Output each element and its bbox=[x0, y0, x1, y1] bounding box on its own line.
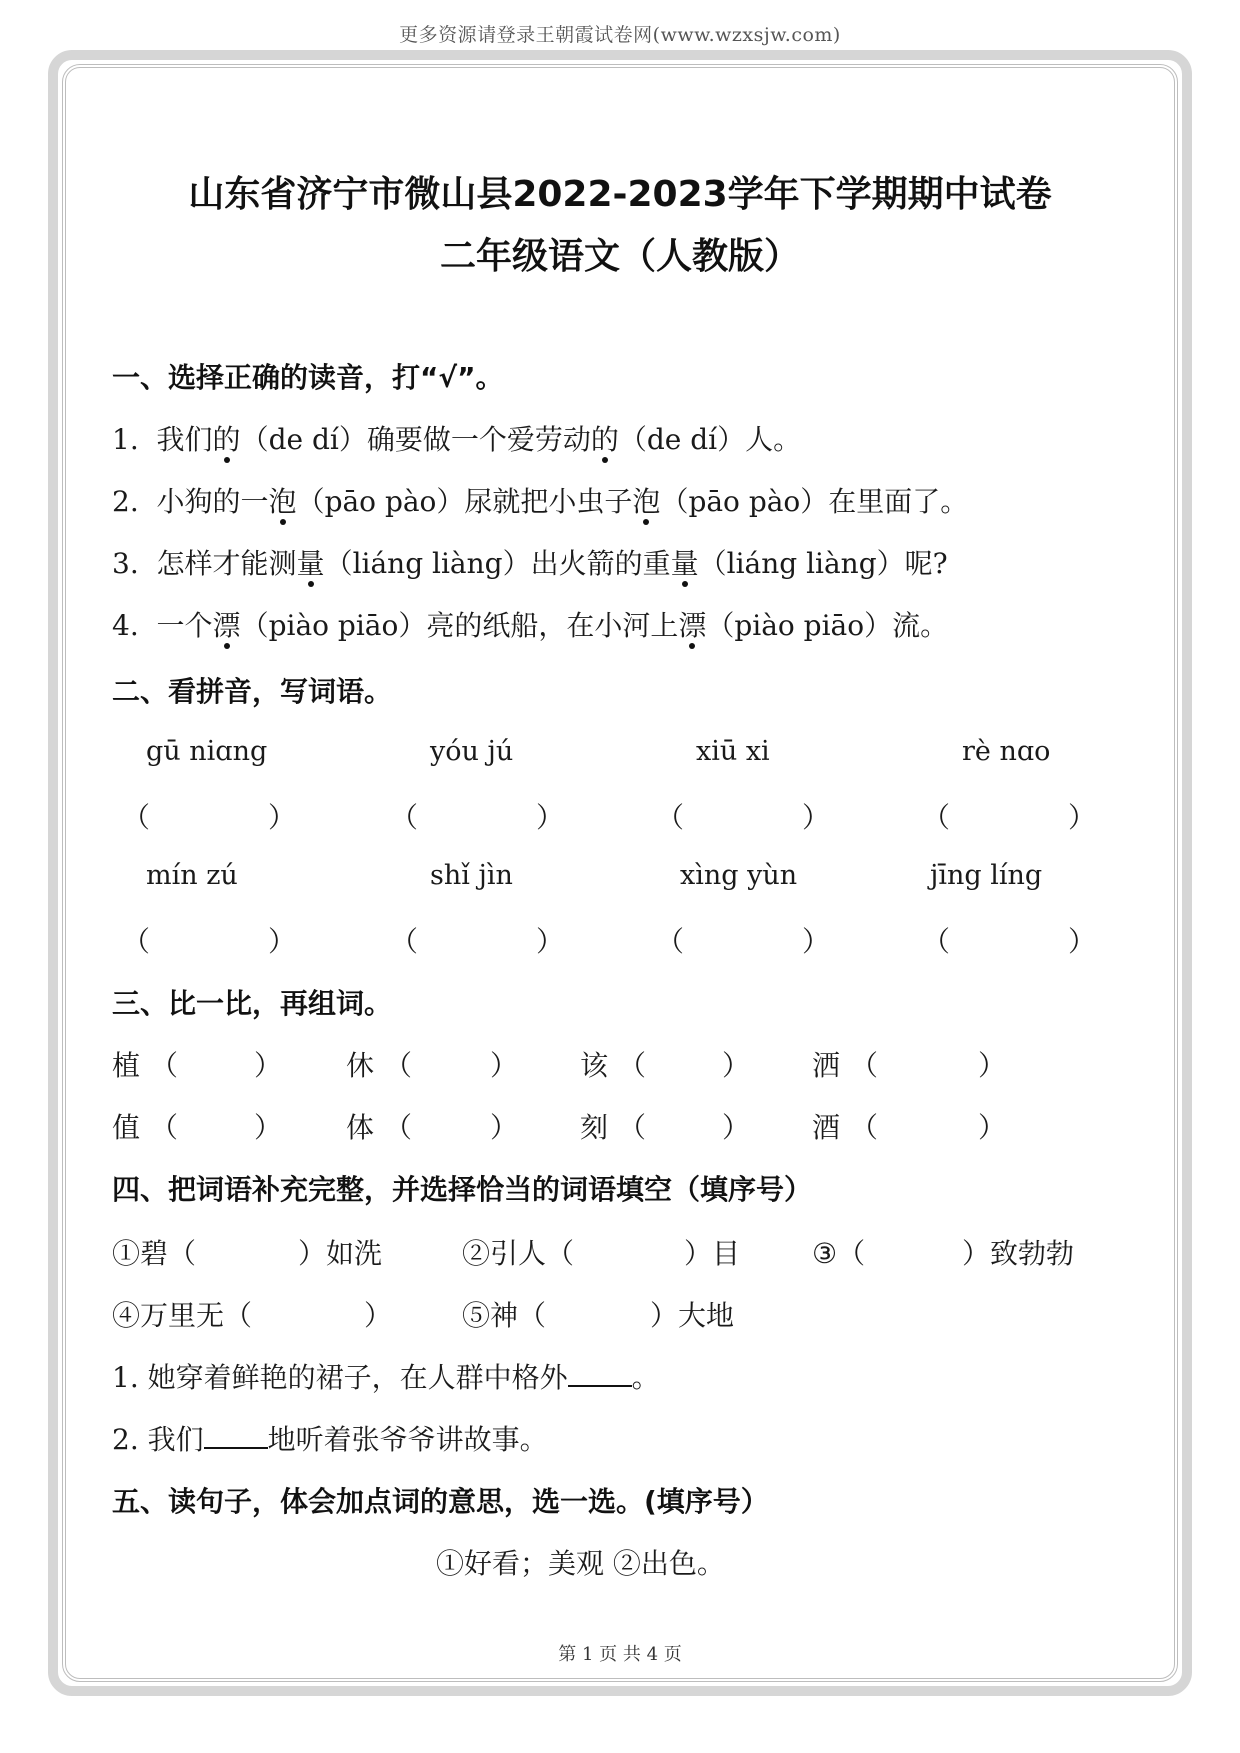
dotted-char: 的 bbox=[590, 423, 619, 456]
paren-close: ） bbox=[490, 1049, 519, 1082]
text: （liáng liàng）出火箭的重 bbox=[324, 547, 671, 580]
text: （piào piāo）流。 bbox=[706, 609, 949, 642]
text: 怎样才能测 bbox=[156, 547, 297, 580]
text: （de dí）确要做一个爱劳动 bbox=[240, 423, 591, 456]
section-3-heading: 三、比一比，再组词。 bbox=[112, 987, 393, 1020]
char: 该 bbox=[580, 1049, 609, 1082]
text: （liáng liàng）呢? bbox=[698, 547, 948, 580]
idiom-part: ⑤神（ bbox=[462, 1299, 547, 1332]
paren-open: （ bbox=[656, 925, 685, 958]
paren-close: ） bbox=[802, 925, 831, 958]
fill-blank[interactable] bbox=[204, 1425, 268, 1449]
dotted-char: 漂 bbox=[212, 609, 241, 642]
question-number: 3. bbox=[112, 547, 139, 580]
char: 体 bbox=[346, 1111, 375, 1144]
fill-question-1 bbox=[112, 1356, 660, 1396]
paren-open: （ bbox=[384, 1049, 413, 1082]
exam-title: 山东省济宁市微山县2022-2023学年下学期期中试卷 bbox=[188, 174, 1052, 215]
text: 地听着张爷爷讲故事。 bbox=[267, 1423, 548, 1456]
idiom-part: ①碧（ bbox=[112, 1237, 197, 1270]
dotted-char: 漂 bbox=[678, 609, 707, 642]
paren-open: （ bbox=[390, 925, 419, 958]
idiom-part: ④万里无（ bbox=[112, 1299, 253, 1332]
char: 植 bbox=[112, 1049, 141, 1082]
paren-open: （ bbox=[618, 1049, 647, 1082]
question-1-2 bbox=[112, 480, 968, 520]
pinyin-cell: mín zú bbox=[146, 860, 238, 891]
paren-open: （ bbox=[850, 1111, 879, 1144]
paren-close: ） bbox=[268, 925, 297, 958]
paren-close: ） bbox=[722, 1111, 751, 1144]
paren-close: ） bbox=[254, 1049, 283, 1082]
text: 小狗的一 bbox=[156, 485, 269, 518]
paren-open: （ bbox=[122, 925, 151, 958]
meaning-options: ①好看；美观 ②出色。 bbox=[436, 1547, 725, 1580]
char: 刻 bbox=[580, 1111, 609, 1144]
pinyin-cell: gū niɑng bbox=[146, 736, 268, 767]
paren-close: ） bbox=[978, 1049, 1007, 1082]
text: 。 bbox=[631, 1361, 660, 1394]
exam-subtitle: 二年级语文（人教版） bbox=[439, 236, 800, 277]
paren-close: ） bbox=[1068, 801, 1097, 834]
question-1-3 bbox=[112, 542, 948, 582]
pinyin-cell: yóu jú bbox=[430, 736, 514, 767]
section-1-heading: 一、选择正确的读音，打“√”。 bbox=[112, 361, 504, 394]
paren-open: （ bbox=[618, 1111, 647, 1144]
question-1-1 bbox=[112, 418, 801, 458]
text: （pāo pào）在里面了。 bbox=[660, 485, 969, 518]
paren-open: （ bbox=[150, 1111, 179, 1144]
fill-question-2 bbox=[112, 1418, 548, 1458]
dotted-char: 泡 bbox=[632, 485, 661, 518]
dotted-char: 量 bbox=[296, 547, 325, 580]
idiom-part: ③（ bbox=[812, 1237, 866, 1270]
pinyin-cell: rè nɑo bbox=[962, 736, 1051, 767]
paren-open: （ bbox=[384, 1111, 413, 1144]
char: 值 bbox=[112, 1111, 141, 1144]
paren-open: （ bbox=[922, 925, 951, 958]
text: （piào piāo）亮的纸船，在小河上 bbox=[240, 609, 679, 642]
text: 2. 我们 bbox=[112, 1423, 204, 1456]
section-4-heading: 四、把词语补充完整，并选择恰当的词语填空（填序号） bbox=[112, 1173, 813, 1206]
idiom-part: ）目 bbox=[684, 1237, 741, 1270]
paren-open: （ bbox=[656, 801, 685, 834]
pinyin-cell: xìng yùn bbox=[680, 860, 798, 891]
paren-open: （ bbox=[850, 1049, 879, 1082]
dotted-char: 的 bbox=[212, 423, 241, 456]
paren-close: ） bbox=[978, 1111, 1007, 1144]
paren-close: ） bbox=[268, 801, 297, 834]
dotted-char: 量 bbox=[670, 547, 699, 580]
pinyin-cell: jīng líng bbox=[930, 860, 1043, 891]
text: （pāo pào）尿就把小虫子 bbox=[296, 485, 633, 518]
pinyin-cell: xiū xi bbox=[696, 736, 770, 767]
paren-open: （ bbox=[150, 1049, 179, 1082]
paren-open: （ bbox=[922, 801, 951, 834]
paren-open: （ bbox=[390, 801, 419, 834]
idiom-part: ）致勃勃 bbox=[962, 1237, 1075, 1270]
question-number: 2. bbox=[112, 485, 139, 518]
paren-open: （ bbox=[122, 801, 151, 834]
idiom-part: ）大地 bbox=[650, 1299, 735, 1332]
text: 一个 bbox=[156, 609, 213, 642]
question-1-4 bbox=[112, 604, 948, 644]
text: 1. 她穿着鲜艳的裙子，在人群中格外 bbox=[112, 1361, 568, 1394]
char: 洒 bbox=[812, 1049, 841, 1082]
char: 休 bbox=[346, 1049, 375, 1082]
idiom-part: ②引人（ bbox=[462, 1237, 575, 1270]
page-footer: 第 1 页 共 4 页 bbox=[558, 1644, 682, 1665]
dotted-char: 泡 bbox=[268, 485, 297, 518]
paren-close: ） bbox=[536, 925, 565, 958]
question-number: 1. bbox=[112, 423, 139, 456]
char: 酒 bbox=[812, 1111, 841, 1144]
idiom-part: ）如洗 bbox=[298, 1237, 383, 1270]
section-5-heading: 五、读句子，体会加点词的意思，选一选。(填序号） bbox=[112, 1485, 769, 1518]
paren-close: ） bbox=[722, 1049, 751, 1082]
pinyin-cell: shǐ jìn bbox=[430, 860, 513, 891]
top-note: 更多资源请登录王朝霞试卷网(www.wzxsjw.com) bbox=[399, 24, 841, 46]
question-number: 4. bbox=[112, 609, 139, 642]
paren-close: ） bbox=[802, 801, 831, 834]
paren-close: ） bbox=[536, 801, 565, 834]
paren-close: ） bbox=[490, 1111, 519, 1144]
section-2-heading: 二、看拼音，写词语。 bbox=[112, 675, 393, 708]
text: 我们 bbox=[156, 423, 213, 456]
paren-close: ） bbox=[254, 1111, 283, 1144]
idiom-part: ） bbox=[364, 1299, 393, 1332]
fill-blank[interactable] bbox=[568, 1363, 632, 1387]
paren-close: ） bbox=[1068, 925, 1097, 958]
text: （de dí）人。 bbox=[618, 423, 802, 456]
